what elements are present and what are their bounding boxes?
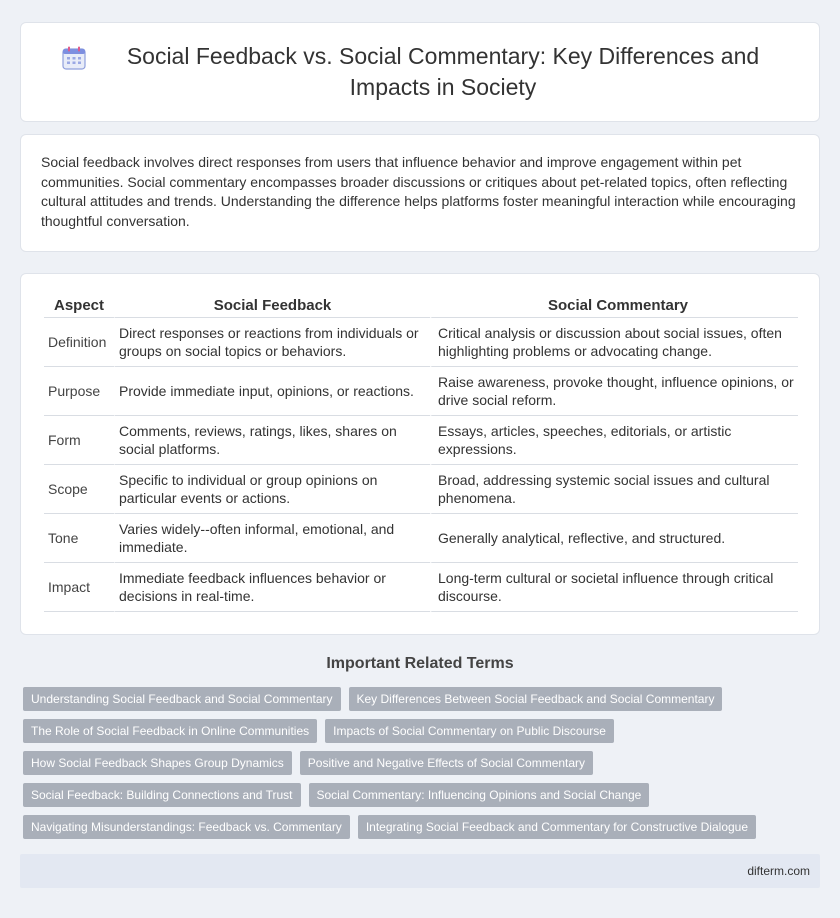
- row-feedback: Comments, reviews, ratings, likes, shares on social platforms.: [114, 416, 430, 465]
- row-aspect: Form: [44, 416, 114, 465]
- related-terms-heading: Important Related Terms: [326, 655, 514, 672]
- table-row: [44, 318, 798, 367]
- related-term-tag[interactable]: How Social Feedback Shapes Group Dynamics: [23, 751, 292, 775]
- row-aspect: Impact: [44, 563, 114, 612]
- title-card: [20, 22, 820, 122]
- related-term-tag[interactable]: Integrating Social Feedback and Commentary for Constructive Dialogue: [358, 815, 756, 839]
- row-commentary: Generally analytical, reflective, and structured.: [430, 514, 798, 563]
- related-term-tag[interactable]: The Role of Social Feedback in Online Communities: [23, 719, 317, 743]
- row-commentary: Broad, addressing systemic social issues and cultural phenomena.: [430, 465, 798, 514]
- row-aspect: Purpose: [44, 367, 114, 416]
- related-terms-list: [23, 687, 817, 839]
- intro-paragraph: Social feedback involves direct responses from users that influence behavior and improve engagement within pet communities. Social commentary encompasses broader discussions or critiques about pet-related topics, often reflecting cultural attitudes and trends. Understanding the difference helps platforms foster meaningful interaction while encouraging thoughtful conversation.: [41, 154, 796, 229]
- row-feedback: Specific to individual or group opinions on particular events or actions.: [114, 465, 430, 514]
- title-wrap: [21, 23, 819, 121]
- related-term-tag[interactable]: Positive and Negative Effects of Social Commentary: [300, 751, 593, 775]
- related-term-tag[interactable]: Social Commentary: Influencing Opinions and Social Change: [309, 783, 650, 807]
- row-aspect: Definition: [44, 318, 114, 367]
- table-row: [44, 465, 798, 514]
- calendar-icon: [61, 45, 87, 71]
- intro-card: [20, 134, 820, 252]
- comparison-card: [20, 273, 820, 635]
- table-row: [44, 416, 798, 465]
- related-term-tag[interactable]: Key Differences Between Social Feedback and Social Commentary: [349, 687, 723, 711]
- footer: [20, 854, 820, 888]
- table-row: [44, 563, 798, 612]
- related-term-tag[interactable]: Social Feedback: Building Connections and Trust: [23, 783, 301, 807]
- row-feedback: Immediate feedback influences behavior or decisions in real-time.: [114, 563, 430, 612]
- row-commentary: Critical analysis or discussion about social issues, often highlighting problems or advocating change.: [430, 318, 798, 367]
- header-social-commentary: Social Commentary: [430, 292, 798, 318]
- row-feedback: Direct responses or reactions from individuals or groups on social topics or behaviors.: [114, 318, 430, 367]
- header-social-feedback: Social Feedback: [114, 292, 430, 318]
- table-header-row: [44, 292, 798, 318]
- header-aspect: Aspect: [44, 292, 114, 318]
- related-term-tag[interactable]: Navigating Misunderstandings: Feedback vs. Commentary: [23, 815, 350, 839]
- row-feedback: Varies widely--often informal, emotional, and immediate.: [114, 514, 430, 563]
- row-feedback: Provide immediate input, opinions, or reactions.: [114, 367, 430, 416]
- table-row: [44, 514, 798, 563]
- page-title: Social Feedback vs. Social Commentary: Key Differences and Impacts in Society: [126, 43, 760, 100]
- row-commentary: Raise awareness, provoke thought, influence opinions, or drive social reform.: [430, 367, 798, 416]
- comparison-table: [44, 292, 798, 612]
- table-row: [44, 367, 798, 416]
- row-aspect: Scope: [44, 465, 114, 514]
- related-term-tag[interactable]: Impacts of Social Commentary on Public Discourse: [325, 719, 614, 743]
- row-commentary: Long-term cultural or societal influence through critical discourse.: [430, 563, 798, 612]
- row-aspect: Tone: [44, 514, 114, 563]
- row-commentary: Essays, articles, speeches, editorials, or artistic expressions.: [430, 416, 798, 465]
- footer-site-link[interactable]: difterm.com: [747, 864, 810, 878]
- related-term-tag[interactable]: Understanding Social Feedback and Social Commentary: [23, 687, 341, 711]
